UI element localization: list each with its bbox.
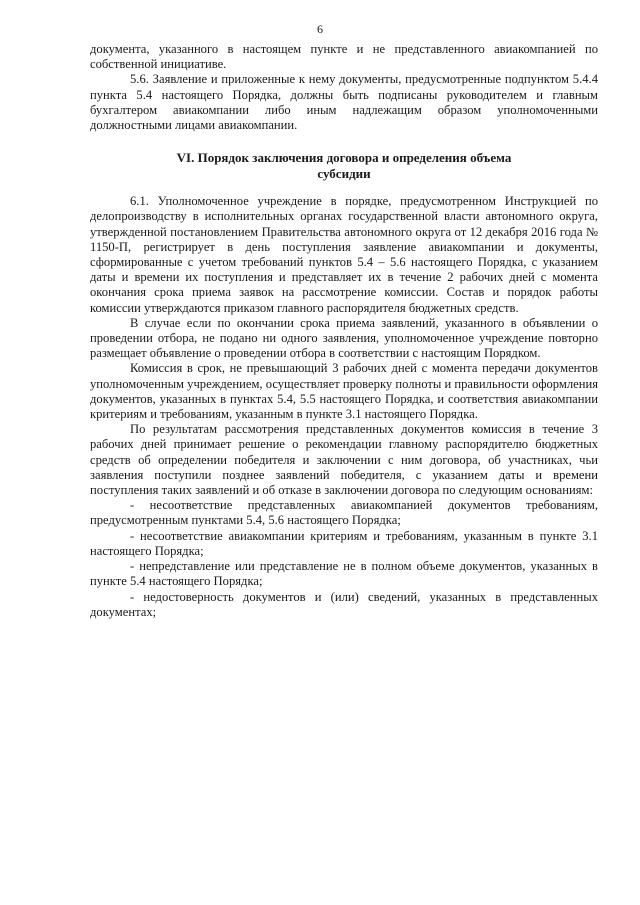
list-item: - недостоверность документов и (или) сведений, указанных в представленных документах; (90, 589, 598, 619)
section-heading (90, 150, 598, 181)
paragraph-commission-check: Комиссия в срок, не превышающий 3 рабочих дней с момента передачи документов уполномоченным учреждением, осуществляет проверку полноты и правильности оформления документов, указанных в пунктах 5.4, 5.5 настоящего Порядка, и соответствия авиакомпании критериям и требованиям, указанным в пункте 3.1 настоящего Порядка. (90, 361, 598, 422)
paragraph-6-1: 6.1. Уполномоченное учреждение в порядке, предусмотренном Инструкцией по делопроизводству в исполнительных органах государственной власти автономного округа, утвержденной постановлением Правительства автономного округа от 12 декабря 2016 года № 1150-П, регистрирует в день поступления заявление авиакомпании и документы, сформированные с учетом требований пунктов 5.4 – 5.6 настоящего Порядка, с указанием даты и времени их поступления и представляет их в течение 2 рабочих дней с момента окончания срока приема заявок на рассмотрение комиссии. Состав и порядок работы комиссии утверждаются приказом главного распорядителя бюджетных средств. (90, 194, 598, 315)
list-item: - несоответствие представленных авиакомпанией документов требованиям, предусмотренным пунктами 5.4, 5.6 настоящего Порядка; (90, 498, 598, 528)
list-item: - несоответствие авиакомпании критериям и требованиям, указанным в пункте 3.1 настоящего Порядка; (90, 528, 598, 558)
section-heading-line-1: VI. Порядок заключения договора и определения объема (176, 150, 512, 166)
document-body (90, 42, 598, 620)
paragraph-5-6: 5.6. Заявление и приложенные к нему документы, предусмотренные подпунктом 5.4.4 пункта 5.4 настоящего Порядка, должны быть подписаны руководителем и главным бухгалтером авиакомпании либо иным надлежащим образом уполномоченными должностными лицами авиакомпании. (90, 72, 598, 133)
section-heading-line-2: субсидии (317, 165, 371, 181)
paragraph-commission-decision: По результатам рассмотрения представленных документов комиссия в течение 3 рабочих дней принимает решение о рекомендации главному распорядителю бюджетных средств об определении победителя и заключении с ним договора, об участниках, чьи заявления поступили позднее заявлений победителя, с указанием даты и времени поступления таких заявлений и об отказе в заключении договора по следующим основаниям: (90, 422, 598, 498)
list-item: - непредставление или представление не в полном объеме документов, указанных в пункте 5.4 настоящего Порядка; (90, 559, 598, 589)
paragraph-continuation: документа, указанного в настоящем пункте и не представленного авиакомпанией по собственной инициативе. (90, 42, 598, 72)
paragraph-repeat-announcement: В случае если по окончании срока приема заявлений, указанного в объявлении о проведении отбора, не подано ни одного заявления, уполномоченное учреждение повторно размещает объявление о проведении отбора в соответствии с настоящим Порядком. (90, 315, 598, 361)
page-number: 6 (317, 22, 323, 36)
